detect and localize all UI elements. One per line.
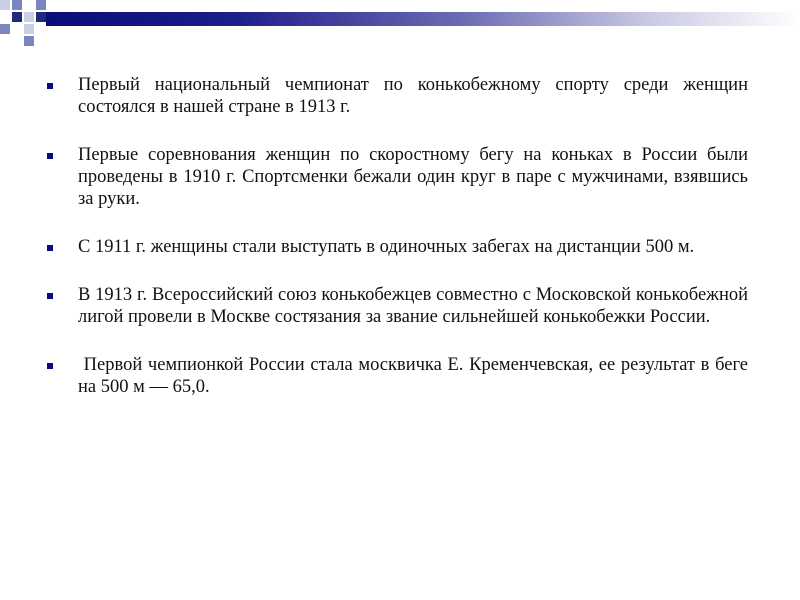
decor-square xyxy=(24,12,34,22)
title-decoration xyxy=(0,0,800,48)
bullet-text: В 1913 г. Всероссийский союз конькобежцев совместно с Московской конькобежной лигой провели в Москве состязания за звание сильнейшей конькобежки России. xyxy=(78,285,748,327)
bullet-text: Первой чемпионкой России стала москвичка Е. Кременчевская, ее результат в беге на 500 м — 65,0. xyxy=(78,355,753,397)
bullet-item xyxy=(78,354,753,398)
decor-square xyxy=(24,36,34,46)
slide-body xyxy=(78,74,753,424)
bullet-item xyxy=(78,284,748,328)
square-bullet-icon xyxy=(47,245,53,251)
title-gradient-bar xyxy=(46,12,800,26)
decor-square xyxy=(36,0,46,10)
square-bullet-icon xyxy=(47,153,53,159)
decor-square xyxy=(0,0,10,10)
square-bullet-icon xyxy=(47,83,53,89)
decor-square xyxy=(12,12,22,22)
decor-square xyxy=(0,24,10,34)
bullet-item xyxy=(78,236,748,258)
decor-square xyxy=(12,0,22,10)
decor-square xyxy=(36,12,46,22)
bullet-item xyxy=(78,144,748,210)
square-bullet-icon xyxy=(47,363,53,369)
square-bullet-icon xyxy=(47,293,53,299)
decor-square xyxy=(24,24,34,34)
bullet-text: С 1911 г. женщины стали выступать в одиночных забегах на дистанции 500 м. xyxy=(78,237,695,257)
bullet-item xyxy=(78,74,748,118)
bullet-text: Первый национальный чемпионат по конькобежному спорту среди женщин состоялся в нашей стране в 1913 г. xyxy=(78,75,748,117)
bullet-text: Первые соревнования женщин по скоростному бегу на коньках в России были проведены в 1910 г. Спортсменки бежали один круг в паре с мужчинами, взявшись за руки. xyxy=(78,145,748,209)
